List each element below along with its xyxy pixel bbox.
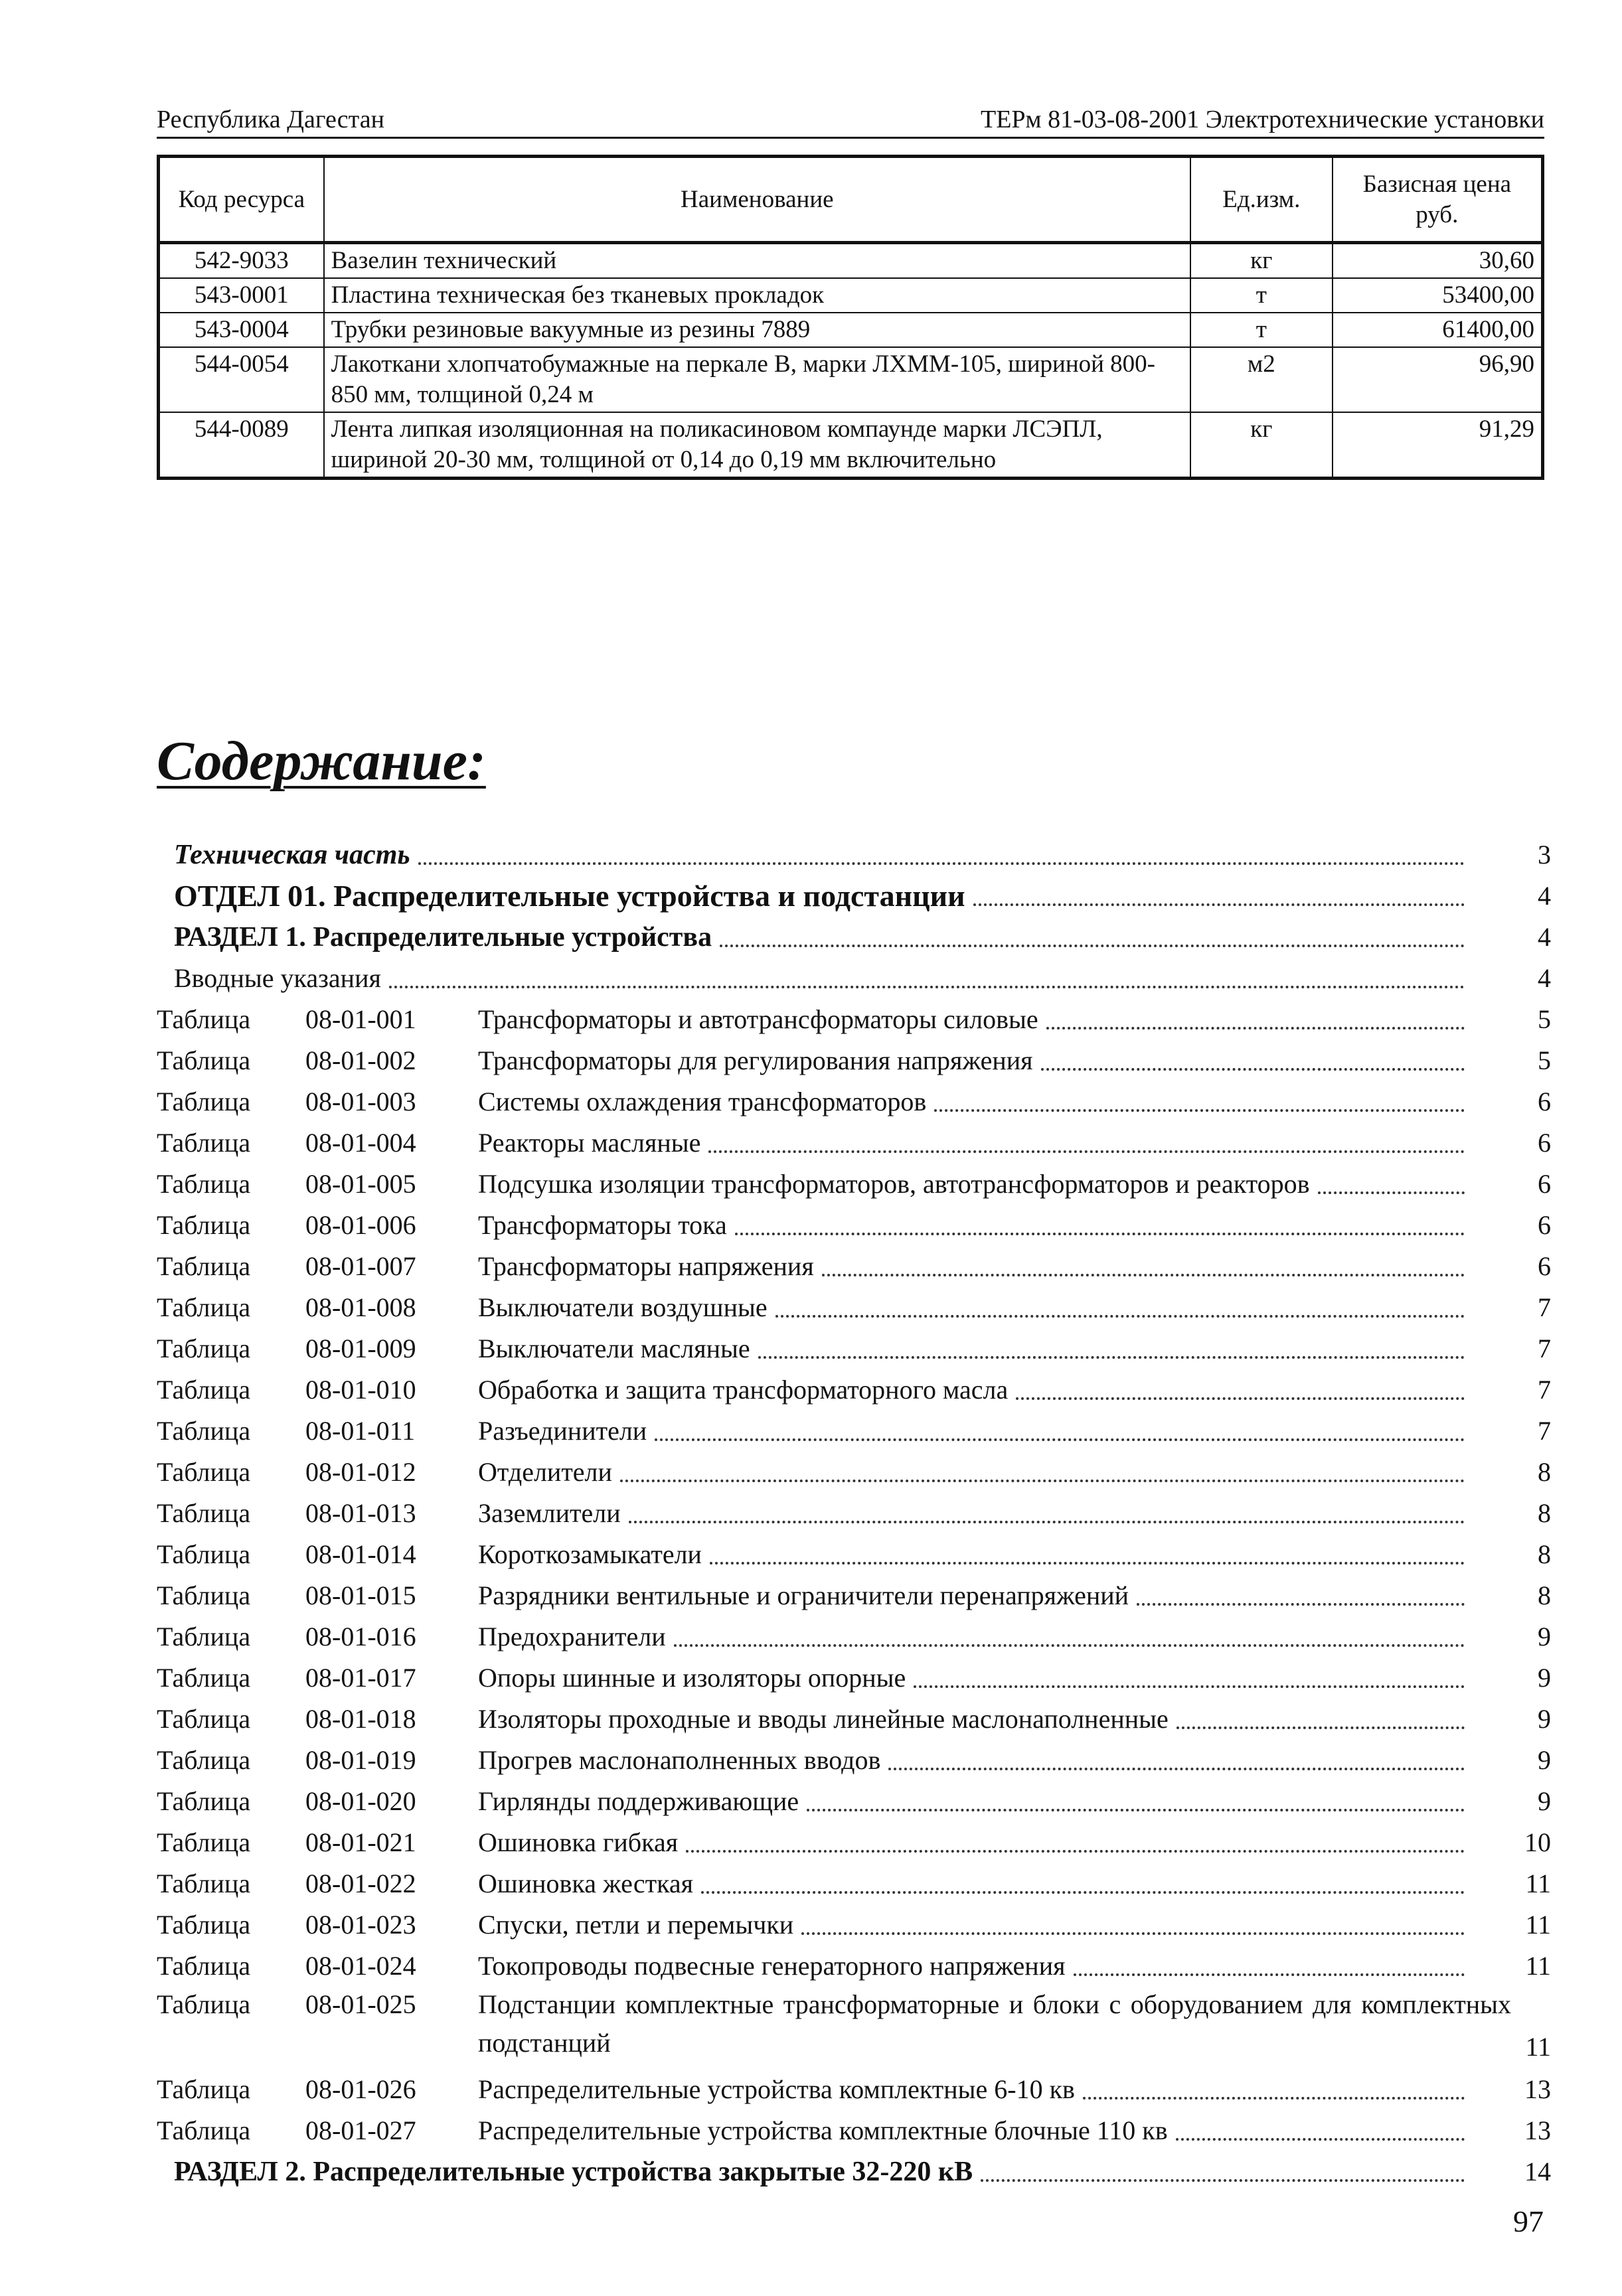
- toc-table-title: Выключатели масляные: [478, 1334, 750, 1363]
- toc-section-2[interactable]: [157, 2150, 1551, 2191]
- resources-table-body: [159, 243, 1543, 479]
- toc-table-number: 08-01-017: [305, 1663, 416, 1693]
- cell-price: 61400,00: [1333, 313, 1543, 347]
- toc-table-list: [157, 998, 1551, 2150]
- toc-table-entry[interactable]: [157, 1286, 1551, 1327]
- toc-table-title: Разъединители: [478, 1416, 647, 1446]
- toc-table-entry[interactable]: [157, 1697, 1551, 1738]
- dot-leader: [914, 1685, 1465, 1688]
- toc-table-page: 7: [1538, 1292, 1551, 1322]
- col-unit-header: Ед.изм.: [1190, 157, 1333, 243]
- toc-table-entry[interactable]: [157, 1533, 1551, 1574]
- toc-table-number: 08-01-022: [305, 1869, 416, 1898]
- toc-table-page: 13: [1524, 2074, 1551, 2104]
- toc-table-page: 11: [1525, 2032, 1551, 2062]
- toc-table-page: 7: [1538, 1375, 1551, 1405]
- dot-leader: [775, 1315, 1465, 1318]
- toc-table-word: Таблица: [157, 1334, 251, 1363]
- toc-tech-part[interactable]: [157, 833, 1551, 874]
- toc-table-entry[interactable]: [157, 1409, 1551, 1450]
- table-header-row: [159, 157, 1543, 243]
- toc-table-page: 11: [1525, 1910, 1551, 1940]
- toc-table-entry[interactable]: [157, 1615, 1551, 1656]
- header-document-code: ТЕРм 81-03-08-2001 Электротехнические установки: [981, 106, 1544, 133]
- toc-table-word: Таблица: [157, 1989, 251, 2019]
- toc-intro-page: 4: [1538, 963, 1551, 993]
- toc-table-entry[interactable]: [157, 1203, 1551, 1245]
- table-row: [159, 313, 1543, 347]
- toc-table-page: 8: [1538, 1580, 1551, 1610]
- toc-table-word: Таблица: [157, 1498, 251, 1528]
- toc-table-title: Обработка и защита трансформаторного масла: [478, 1375, 1009, 1405]
- toc-table-word: Таблица: [157, 1045, 251, 1075]
- toc-table-number: 08-01-004: [305, 1128, 416, 1158]
- dot-leader: [701, 1891, 1465, 1894]
- cell-price: 96,90: [1333, 347, 1543, 412]
- table-row: [159, 278, 1543, 313]
- toc-department-01[interactable]: [157, 874, 1551, 915]
- toc-table-number: 08-01-005: [305, 1169, 416, 1199]
- toc-table-entry[interactable]: [157, 1368, 1551, 1409]
- toc-table-word: Таблица: [157, 1951, 251, 1981]
- toc-table-title: Ошиновка жесткая: [478, 1869, 694, 1898]
- toc-table-number: 08-01-024: [305, 1951, 416, 1981]
- dot-leader: [720, 945, 1465, 947]
- toc-table-entry[interactable]: [157, 1327, 1551, 1368]
- toc-table-title: Трансформаторы напряжения: [478, 1251, 814, 1281]
- toc-table-number: 08-01-002: [305, 1045, 416, 1075]
- toc-table-word: Таблица: [157, 1210, 251, 1240]
- toc-table-title: Гирлянды поддерживающие: [478, 1786, 799, 1816]
- dot-leader: [629, 1521, 1465, 1523]
- toc-table-number: 08-01-001: [305, 1004, 416, 1034]
- toc-table-entry[interactable]: [157, 1492, 1551, 1533]
- toc-table-word: Таблица: [157, 1539, 251, 1569]
- toc-table-number: 08-01-026: [305, 2074, 416, 2104]
- col-price-header-line1: Базисная цена: [1362, 170, 1512, 198]
- dot-leader: [973, 903, 1465, 906]
- toc-table-title: Подстанции комплектные трансформаторные и блоки с оборудованием для комплектных подстанций: [478, 1989, 1511, 2058]
- dot-leader: [981, 2179, 1465, 2182]
- dot-leader: [674, 1644, 1465, 1647]
- toc-tech-part-label: Техническая часть: [174, 840, 410, 870]
- toc-table-title: Спуски, петли и перемычки: [478, 1910, 794, 1940]
- toc-table-title: Ошиновка гибкая: [478, 1827, 679, 1857]
- toc-table-page: 7: [1538, 1334, 1551, 1363]
- cell-price: 53400,00: [1333, 278, 1543, 313]
- toc-table-number: 08-01-007: [305, 1251, 416, 1281]
- toc-table-title: Трансформаторы тока: [478, 1210, 727, 1240]
- cell-name: Лента липкая изоляционная на поликасиновом компаунде марки ЛСЭПЛ, шириной 20-30 мм, толщиной от 0,14 до 0,19 мм включительно: [324, 412, 1190, 479]
- toc-table-number: 08-01-016: [305, 1622, 416, 1651]
- table-row: [159, 243, 1543, 279]
- toc-table-number: 08-01-019: [305, 1745, 416, 1775]
- toc-table-word: Таблица: [157, 1169, 251, 1199]
- toc-table-title: Опоры шинные и изоляторы опорные: [478, 1663, 906, 1693]
- toc-table-page: 6: [1538, 1169, 1551, 1199]
- dot-leader: [686, 1850, 1465, 1853]
- toc-table-page: 8: [1538, 1539, 1551, 1569]
- toc-table-entry[interactable]: [157, 1944, 1551, 1985]
- toc-table-entry[interactable]: [157, 1738, 1551, 1780]
- toc-table-number: 08-01-010: [305, 1375, 416, 1405]
- toc-table-page: 8: [1538, 1498, 1551, 1528]
- toc-table-word: Таблица: [157, 1457, 251, 1487]
- dot-leader: [735, 1233, 1465, 1235]
- cell-unit: т: [1190, 313, 1333, 347]
- dot-leader: [620, 1480, 1465, 1482]
- toc-table-entry[interactable]: [157, 1450, 1551, 1492]
- dot-leader: [822, 1274, 1465, 1276]
- dot-leader: [1016, 1397, 1465, 1400]
- toc-table-word: Таблица: [157, 1663, 251, 1693]
- toc-table-title: Токопроводы подвесные генераторного напряжения: [478, 1951, 1066, 1981]
- toc-department-page: 4: [1538, 881, 1551, 911]
- cell-code: 543-0004: [159, 313, 324, 347]
- toc-table-title: Короткозамыкатели: [478, 1539, 702, 1569]
- cell-code: 543-0001: [159, 278, 324, 313]
- toc-table-title: Предохранители: [478, 1622, 666, 1651]
- toc-tech-part-page: 3: [1538, 840, 1551, 870]
- toc-table-page: 5: [1538, 1045, 1551, 1075]
- toc-table-number: 08-01-012: [305, 1457, 416, 1487]
- toc-table-title: Трансформаторы для регулирования напряжения: [478, 1045, 1033, 1075]
- dot-leader: [1176, 1726, 1465, 1729]
- toc-table-entry[interactable]: [157, 998, 1551, 1039]
- toc-table-word: Таблица: [157, 2115, 251, 2145]
- toc-table-word: Таблица: [157, 1827, 251, 1857]
- toc-table-title: Распределительные устройства комплектные блочные 110 кв: [478, 2115, 1168, 2145]
- dot-leader: [801, 1932, 1465, 1935]
- toc-table-entry[interactable]: [157, 1780, 1551, 1821]
- toc-table-word: Таблица: [157, 1375, 251, 1405]
- toc-table-entry[interactable]: [157, 1862, 1551, 1903]
- toc-section-1-page: 4: [1538, 922, 1551, 952]
- toc-table-page: 9: [1538, 1663, 1551, 1693]
- toc-table-word: Таблица: [157, 1786, 251, 1816]
- cell-unit: кг: [1190, 243, 1333, 279]
- cell-name: Трубки резиновые вакуумные из резины 7889: [324, 313, 1190, 347]
- toc-table-number: 08-01-023: [305, 1910, 416, 1940]
- toc-table-word: Таблица: [157, 1004, 251, 1034]
- toc-table-title: Выключатели воздушные: [478, 1292, 768, 1322]
- toc-table-entry[interactable]: [157, 1903, 1551, 1944]
- table-of-contents: [157, 833, 1551, 2191]
- toc-table-title: Заземлители: [478, 1498, 621, 1528]
- toc-table-page: 9: [1538, 1745, 1551, 1775]
- dot-leader: [708, 1150, 1465, 1153]
- dot-leader: [655, 1438, 1465, 1441]
- dot-leader: [1318, 1191, 1465, 1194]
- dot-leader: [1041, 1068, 1465, 1071]
- toc-table-entry[interactable]: [157, 1574, 1551, 1615]
- dot-leader: [1046, 1027, 1465, 1030]
- toc-table-page: 6: [1538, 1128, 1551, 1158]
- toc-table-page: 7: [1538, 1416, 1551, 1446]
- dot-leader: [1137, 1603, 1465, 1606]
- dot-leader: [1083, 2097, 1465, 2100]
- toc-table-entry[interactable]: [157, 1245, 1551, 1286]
- toc-table-title: Разрядники вентильные и ограничители перенапряжений: [478, 1580, 1129, 1610]
- cell-unit: кг: [1190, 412, 1333, 479]
- toc-table-title: Системы охлаждения трансформаторов: [478, 1087, 927, 1116]
- dot-leader: [1176, 2138, 1465, 2141]
- toc-table-page: 5: [1538, 1004, 1551, 1034]
- col-name-header: Наименование: [324, 157, 1190, 243]
- toc-table-title: Трансформаторы и автотрансформаторы силовые: [478, 1004, 1038, 1034]
- cell-code: 544-0089: [159, 412, 324, 479]
- toc-table-entry[interactable]: [157, 1821, 1551, 1862]
- toc-section-2-label: РАЗДЕЛ 2. Распределительные устройства закрытые 32-220 кВ: [174, 2157, 973, 2187]
- toc-intro-label: Вводные указания: [174, 963, 381, 993]
- toc-table-entry[interactable]: [157, 2068, 1551, 2109]
- toc-table-entry[interactable]: [157, 1656, 1551, 1697]
- toc-table-word: Таблица: [157, 1251, 251, 1281]
- toc-table-title: Прогрев маслонаполненных вводов: [478, 1745, 881, 1775]
- toc-table-title: Распределительные устройства комплектные 6-10 кв: [478, 2074, 1075, 2104]
- dot-leader: [807, 1809, 1465, 1811]
- toc-table-entry[interactable]: [157, 1080, 1551, 1121]
- dot-leader: [888, 1768, 1465, 1770]
- table-row: [159, 347, 1543, 412]
- dot-leader: [758, 1356, 1465, 1359]
- toc-table-word: Таблица: [157, 1745, 251, 1775]
- toc-table-word: Таблица: [157, 2074, 251, 2104]
- toc-table-number: 08-01-009: [305, 1334, 416, 1363]
- cell-name: Лакоткани хлопчатобумажные на перкале В, марки ЛХММ-105, шириной 800-850 мм, толщиной 0,24 м: [324, 347, 1190, 412]
- toc-table-entry[interactable]: [157, 1162, 1551, 1203]
- toc-table-page: 6: [1538, 1087, 1551, 1116]
- toc-section-1-label: РАЗДЕЛ 1. Распределительные устройства: [174, 922, 712, 953]
- cell-price: 30,60: [1333, 243, 1543, 279]
- toc-table-title: Подсушка изоляции трансформаторов, автотрансформаторов и реакторов: [478, 1169, 1310, 1199]
- toc-table-word: Таблица: [157, 1128, 251, 1158]
- toc-table-word: Таблица: [157, 1869, 251, 1898]
- toc-table-word: Таблица: [157, 1704, 251, 1734]
- toc-table-number: 08-01-006: [305, 1210, 416, 1240]
- toc-table-number: 08-01-008: [305, 1292, 416, 1322]
- toc-table-page: 6: [1538, 1251, 1551, 1281]
- toc-department-label: ОТДЕЛ 01. Распределительные устройства и подстанции: [174, 879, 965, 913]
- toc-table-title: Реакторы масляные: [478, 1128, 701, 1158]
- toc-table-word: Таблица: [157, 1622, 251, 1651]
- toc-table-entry[interactable]: [157, 1039, 1551, 1080]
- dot-leader: [1074, 1973, 1465, 1976]
- cell-code: 542-9033: [159, 243, 324, 279]
- dot-leader: [710, 1562, 1465, 1565]
- dot-leader: [418, 862, 1465, 865]
- toc-table-number: 08-01-015: [305, 1580, 416, 1610]
- toc-table-page: 11: [1525, 1869, 1551, 1898]
- dot-leader: [934, 1109, 1465, 1112]
- toc-section-1[interactable]: [157, 915, 1551, 957]
- toc-table-number: 08-01-003: [305, 1087, 416, 1116]
- toc-table-number: 08-01-020: [305, 1786, 416, 1816]
- toc-table-entry[interactable]: [157, 1985, 1551, 2068]
- toc-table-page: 9: [1538, 1622, 1551, 1651]
- toc-table-number: 08-01-011: [305, 1416, 416, 1446]
- toc-table-word: Таблица: [157, 1292, 251, 1322]
- toc-table-number: 08-01-021: [305, 1827, 416, 1857]
- toc-table-page: 11: [1525, 1951, 1551, 1981]
- col-price-header: [1333, 157, 1543, 243]
- toc-table-page: 8: [1538, 1457, 1551, 1487]
- toc-table-number: 08-01-013: [305, 1498, 416, 1528]
- cell-unit: м2: [1190, 347, 1333, 412]
- toc-table-number: 08-01-014: [305, 1539, 416, 1569]
- toc-table-page: 13: [1524, 2115, 1551, 2145]
- toc-table-word: Таблица: [157, 1416, 251, 1446]
- toc-table-word: Таблица: [157, 1580, 251, 1610]
- toc-table-page: 10: [1524, 1827, 1551, 1857]
- resources-table: [157, 155, 1544, 480]
- col-code-header: Код ресурса: [159, 157, 324, 243]
- toc-table-number: 08-01-027: [305, 2115, 416, 2145]
- contents-title: Содержание:: [157, 730, 486, 792]
- page-number: 97: [1513, 2204, 1544, 2238]
- cell-price: 91,29: [1333, 412, 1543, 479]
- toc-intro[interactable]: [157, 957, 1551, 998]
- dot-leader: [389, 986, 1465, 988]
- table-row: [159, 412, 1543, 479]
- col-price-header-line2: руб.: [1416, 200, 1459, 228]
- toc-table-entry[interactable]: [157, 1121, 1551, 1162]
- cell-unit: т: [1190, 278, 1333, 313]
- toc-table-word: Таблица: [157, 1087, 251, 1116]
- toc-table-page: 9: [1538, 1704, 1551, 1734]
- toc-table-number: 08-01-018: [305, 1704, 416, 1734]
- toc-table-number: 08-01-025: [305, 1989, 416, 2019]
- toc-table-page: 9: [1538, 1786, 1551, 1816]
- cell-code: 544-0054: [159, 347, 324, 412]
- header-region: Республика Дагестан: [157, 106, 384, 133]
- running-header: [157, 100, 1544, 139]
- cell-name: Вазелин технический: [324, 243, 1190, 279]
- toc-table-entry[interactable]: [157, 2109, 1551, 2150]
- cell-name: Пластина техническая без тканевых прокладок: [324, 278, 1190, 313]
- toc-table-word: Таблица: [157, 1910, 251, 1940]
- toc-table-title: Изоляторы проходные и вводы линейные маслонаполненные: [478, 1704, 1169, 1734]
- toc-table-title: Отделители: [478, 1457, 612, 1487]
- toc-section-2-page: 14: [1524, 2157, 1551, 2186]
- toc-table-page: 6: [1538, 1210, 1551, 1240]
